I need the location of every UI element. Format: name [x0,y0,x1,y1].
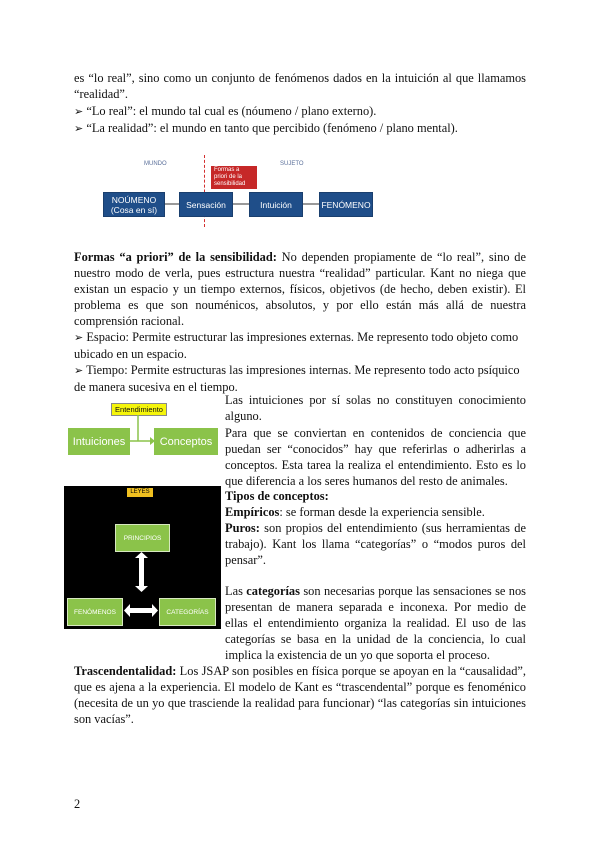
label-sujeto: SUJETO [280,161,304,167]
categorias-paragraph-a [225,583,526,663]
principios-label: PRINCIPIOS [123,534,162,542]
tipos-heading-label: Tipos de conceptos: [225,489,329,503]
intro-paragraph: es “lo real”, sino como un conjunto de fenómenos dados en la intuición al que llamamos “realidad”. [74,71,526,101]
bullet-tiempo-text: Tiempo: Permite estructuras las impresiones internas. Me represento todo acto psíquico de manera sucesiva en el tiempo. [74,363,520,394]
fenomenos-label: FENÓMENOS [74,608,116,616]
bullet-arrow-icon: ➢ [74,331,84,344]
page-number: 2 [74,797,81,811]
noumeno-fenomeno-diagram [100,152,400,232]
empiricos-paragraph [225,504,526,520]
box-fenomeno-label: FENÓMENO [321,199,371,210]
empiricos-text: : se forman desde la experiencia sensible. [279,505,485,519]
bullet-arrow-icon: ➢ [74,105,84,118]
diagram1-connectors [100,152,400,232]
diagram2-connectors [66,398,222,466]
conceptos-paragraph: Para que se conviertan en contenidos de conciencia que puedan ser “conocidos” hay que referirlas o adherirlas a conceptos. Esta tarea la realiza el entendimiento. Esto es lo que diferencia a los seres humanos del resto de animales. [225,426,526,488]
empiricos-term: Empíricos [225,505,280,519]
formas-a-priori-paragraph [74,249,526,329]
trascendentalidad-text: Los JSAP son posibles en física porque se apoyan en la “causalidad”, que es ajena a la experiencia. El modelo de Kant es “trascendental” porque es fenoménico (necesita de un yo que trasciende la realidad para funcionar) “las categorías sin intuiciones son vacías”. [74,664,526,726]
intuiciones-label: Intuiciones [72,435,126,448]
categorias-pre: Las [225,584,247,598]
categorias-label: CATEGORÍAS [166,608,209,616]
bullet-tiempo [74,362,526,395]
trascendentalidad-paragraph [74,663,526,727]
categorias-text: son necesarias porque las sensaciones se nos presentan de manera separada e inconexa. Por medio de ellas el entendimiento organiza la realidad. El uso de las categorías se basa en la unidad de la conciencia, lo cual implica la existencia de un yo que soporta el proceso. [225,584,526,662]
box-sensacion-label: Sensación [186,199,226,210]
puros-term: Puros: [225,521,260,535]
puros-paragraph [225,520,526,568]
conceptos-label: Conceptos [159,435,213,448]
intuiciones-paragraph: Las intuiciones por sí solas no constituyen conocimiento alguno. [225,393,526,423]
bullet-arrow-icon: ➢ [74,364,84,377]
bullet-lo-real-text: “Lo real”: el mundo tal cual es (nóumeno / plano externo). [86,104,377,118]
leyes-diagram [64,486,221,629]
label-mundo: MUNDO [144,161,167,167]
entendimiento-label: Entendimiento [111,403,167,416]
box-noumeno-label: NOÚMENO (Cosa en sí) [110,194,158,215]
formas-a-priori-heading: Formas “a priori” de la sensibilidad: [74,250,277,264]
puros-text: son propios del entendimiento (sus herramientas de trabajo). Kant los llama “categorías” o “modos puros del pensar”. [225,521,526,567]
entendimiento-diagram [66,398,222,466]
bullet-espacio [74,329,526,362]
tipos-heading [225,488,526,504]
bullet-realidad-text: “La realidad”: el mundo en tanto que percibido (fenómeno / plano mental). [86,121,458,135]
bullet-espacio-text: Espacio: Permite estructurar las impresiones externas. Me represento todo objeto como ubicado en un espacio. [74,330,519,361]
box-intuicion-label: Intuición [260,199,292,210]
leyes-title: LEYES [127,488,153,497]
formas-a-priori-note: Formas a priori de la sensibilidad [211,166,257,189]
diagram3-arrows [64,486,221,629]
bullet-lo-real [74,103,526,120]
categorias-term: categorías [246,584,300,598]
bullet-arrow-icon: ➢ [74,122,84,135]
bullet-realidad [74,120,526,137]
formas-a-priori-text: No dependen propiamente de “lo real”, sino de nuestro modo de verla, pues estructura nuestra “realidad” particular. Kant no niega que existan un espacio y un tiempo externos, físicos, objetivos (de hecho, deben existir). El problema es que son nouménicos, absolutos, y por ello están más allá de nuestra comprensión racional. [74,250,526,328]
trascendentalidad-heading: Trascendentalidad: [74,664,177,678]
